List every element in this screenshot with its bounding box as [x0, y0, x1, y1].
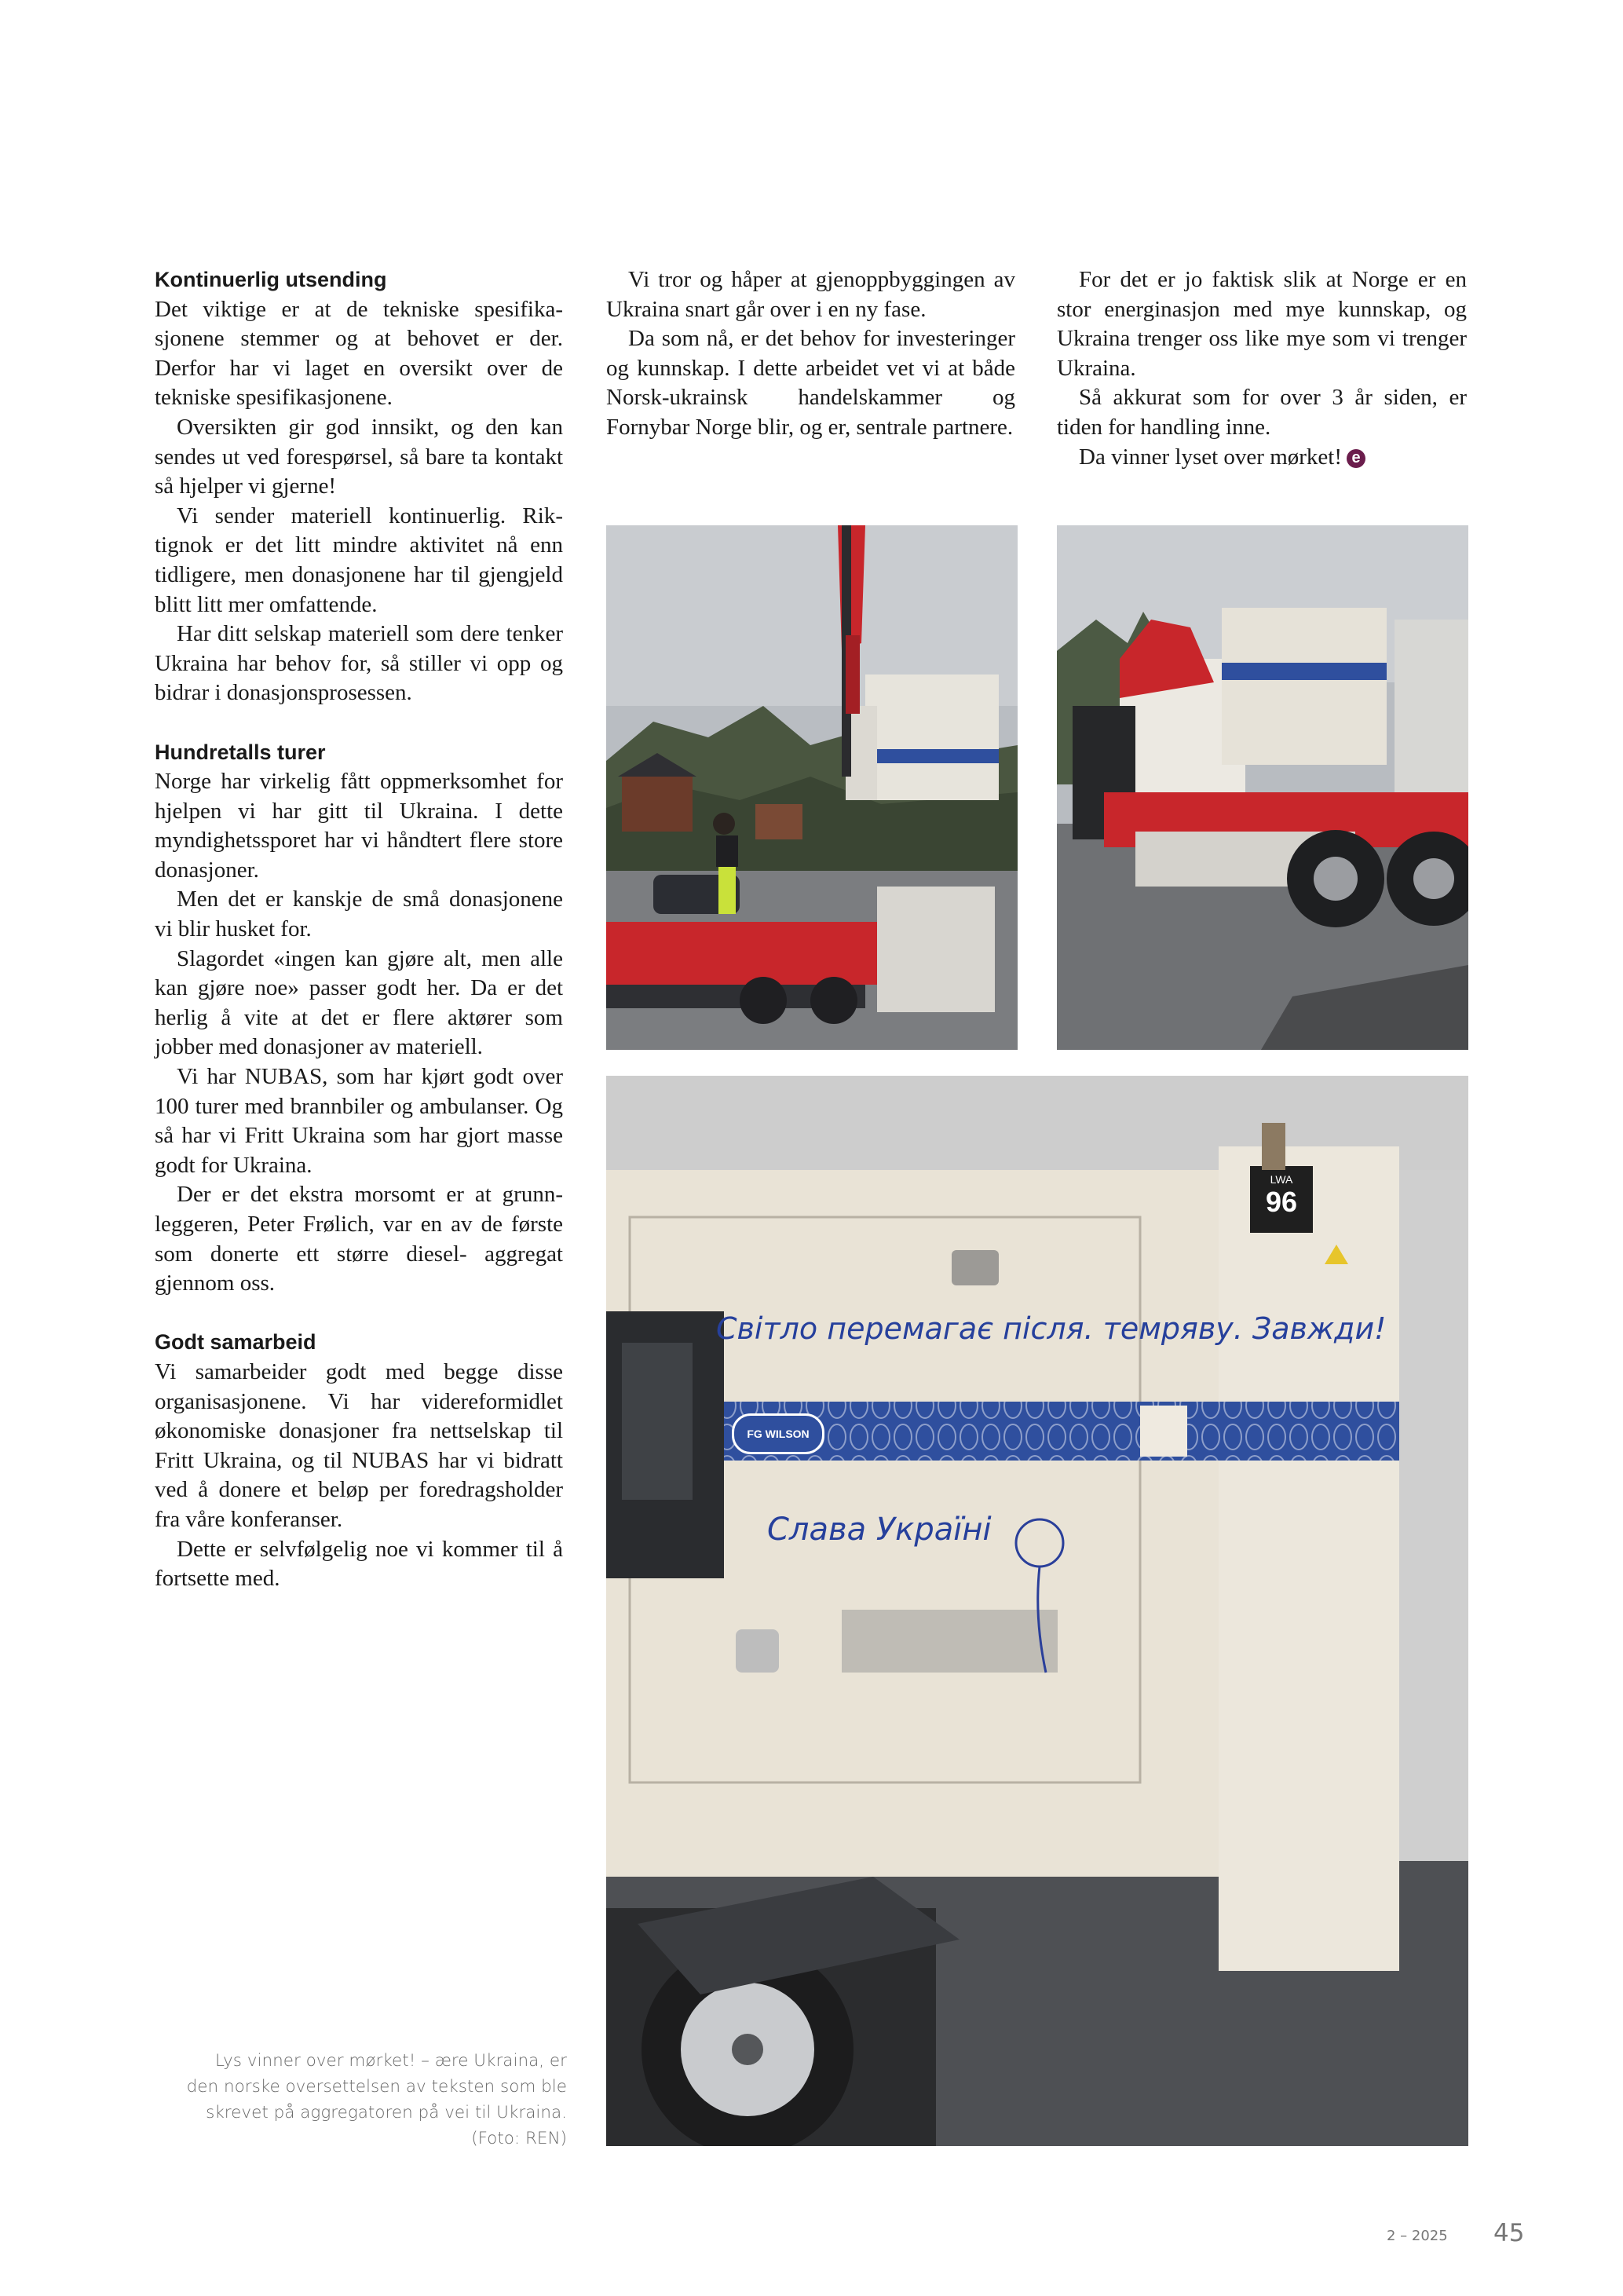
paragraph: Har ditt selskap materiell som dere tenker Ukraina har behov for, så stiller vi opp og bidrar i donasjonsprosessen.	[155, 621, 563, 706]
paragraph: Så akkurat som for over 3 år siden, er tiden for handling inne.	[1057, 385, 1467, 440]
section-heading-kontinuerlig: Kontinuerlig utsending	[155, 268, 387, 291]
paragraph: Oversikten gir god innsikt, og den kan sendes ut ved forespørsel, så bare ta kontakt så hjelper vi gjerne!	[155, 414, 563, 499]
photo-crane-lift	[606, 525, 1018, 1050]
text-column-3	[1057, 265, 1467, 472]
closing-line: Da vinner lyset over mørket!	[1079, 444, 1343, 470]
paragraph: Slagordet «ingen kan gjøre alt, men alle kan gjøre noe» passer godt her. Da er det herlig å vite at det er flere aktører som jobber med donasjoner av materiell.	[155, 945, 563, 1060]
issue-number: 2 – 2025	[1387, 2228, 1448, 2244]
text-column-2	[606, 265, 1015, 443]
paragraph: For det er jo faktisk slik at Norge er en stor energinasjon med mye kunnskap, og Ukraina trenger oss like mye som vi trenger Ukraina.	[1057, 267, 1467, 381]
paragraph: Vi samarbeider godt med begge disse organisasjonene. Vi har videreformidlet økonomiske donasjoner fra nettselskap til Fritt Ukraina, og til NUBAS har vi bidratt ved å donere et beløp per foredragsholder fra våre konferanser.	[155, 1358, 563, 1532]
lwa-label: LWA	[1270, 1173, 1293, 1186]
graffiti-text-2: Слава Україні	[767, 1512, 992, 1548]
photo-truck-generator	[1057, 525, 1468, 1050]
paragraph: Dette er selvfølgelig noe vi kommer til å fortsette med.	[155, 1536, 563, 1592]
section-heading-samarbeid: Godt samarbeid	[155, 1330, 316, 1355]
paragraph: Men det er kanskje de små donasjonene vi blir husket for.	[155, 887, 563, 942]
lwa-value: 96	[1265, 1186, 1298, 1218]
paragraph: Norge har virkelig fått oppmerksomhet for hjelpen vi har gitt til Ukraina. I dette myndighetssporet har vi håndtert flere store donasjoner.	[155, 769, 563, 883]
photo-caption: Lys vinner over mørket! – ære Ukraina, er den norske oversettelsen av teksten som ble skrevet på aggregatoren på vei til Ukraina. (Foto: REN)	[186, 2051, 567, 2148]
paragraph: Vi tror og håper at gjenoppbyggingen av Ukraina snart går over i en ny fase.	[606, 267, 1015, 322]
photo-generator-graffiti	[606, 1076, 1468, 2146]
text-column-1	[155, 265, 563, 1594]
paragraph: Da som nå, er det behov for investeringer og kunnskap. I dette arbeidet vet vi at både Norsk-ukrainsk handelskammer og Fornybar Norge blir, og er, sentrale partnere.	[606, 326, 1015, 440]
brand-logo: FG WILSON	[732, 1413, 824, 1454]
paragraph	[1057, 443, 1467, 473]
end-mark-icon: e	[1347, 449, 1365, 468]
graffiti-text-1: Світло перемагає після. темряву. Завжди!	[716, 1311, 1387, 1346]
page-number: 45	[1493, 2219, 1525, 2247]
section-heading-hundretalls: Hundretalls turer	[155, 740, 326, 764]
noise-level-badge	[1252, 1168, 1311, 1231]
paragraph: Vi sender materiell kontinuerlig. Riktignok er det litt mindre aktivitet nå enn tidligere, men donasjonene har til gjengjeld blitt litt mer omfattende.	[155, 503, 563, 617]
paragraph: Det viktige er at de tekniske spesifikasjonene stemmer og at behovet er der. Derfor har vi laget en oversikt over de tekniske spesifikasjonene.	[155, 296, 563, 411]
paragraph: Vi har NUBAS, som har kjørt godt over 100 turer med brannbiler og ambulanser. Og så har vi Fritt Ukraina som har gjort masse godt for Ukraina.	[155, 1064, 563, 1178]
paragraph: Der er det ekstra morsomt er at grunnleggeren, Peter Frølich, var en av de første som donerte ett større diesel- aggregat gjennom oss.	[155, 1182, 563, 1296]
